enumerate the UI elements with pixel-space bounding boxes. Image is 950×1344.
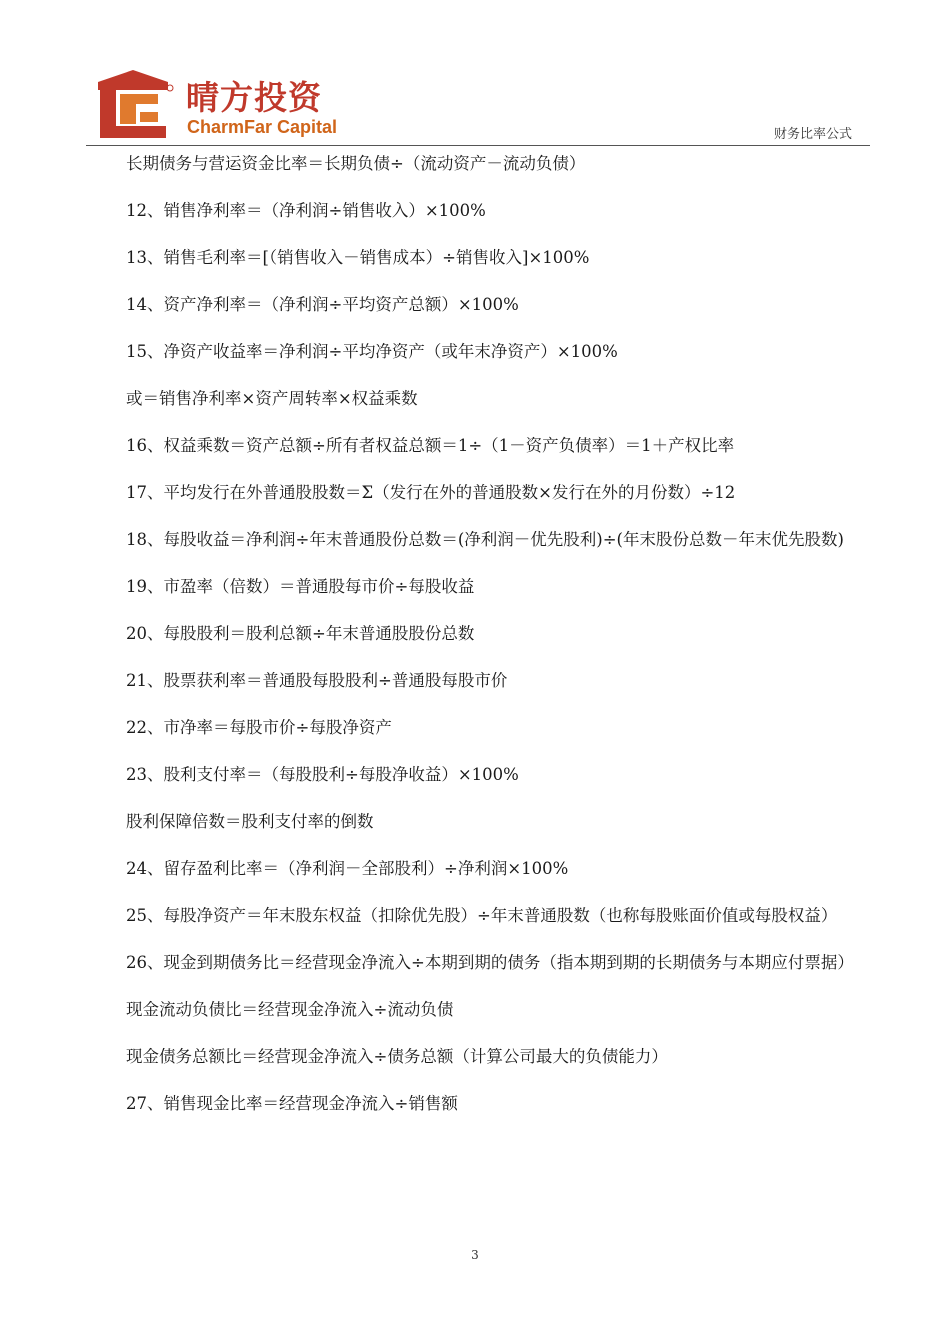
page-header (86, 62, 870, 146)
formula-paragraph: 长期债务与营运资金比率＝长期负债÷（流动资产－流动负债） (126, 154, 586, 173)
formula-paragraph: 或＝销售净利率×资产周转率×权益乘数 (126, 389, 418, 408)
formula-paragraph: 12、销售净利率＝（净利润÷销售收入）×100% (126, 201, 486, 220)
brand-name-cn: 晴方投资 (186, 78, 322, 117)
formula-paragraph: 19、市盈率（倍数）＝普通股每市价÷每股收益 (126, 577, 475, 596)
formula-paragraph: 23、股利支付率＝（每股股利÷每股净收益）×100% (126, 765, 519, 784)
formula-list (86, 152, 870, 1139)
formula-paragraph: 25、每股净资产＝年末股东权益（扣除优先股）÷年末普通股数（也称每股账面价值或每股权益） (126, 906, 838, 925)
formula-paragraph: 17、平均发行在外普通股股数＝Σ（发行在外的普通股数×发行在外的月份数）÷12 (126, 483, 736, 502)
formula-paragraph: 15、净资产收益率＝净利润÷平均净资产（或年末净资产）×100% (126, 342, 618, 361)
document-title: 财务比率公式 (773, 127, 852, 142)
formula-paragraph: 13、销售毛利率＝[（销售收入－销售成本）÷销售收入]×100% (126, 248, 590, 267)
formula-paragraph: 现金债务总额比＝经营现金净流入÷债务总额（计算公司最大的负债能力） (126, 1047, 668, 1066)
formula-paragraph: 16、权益乘数＝资产总额÷所有者权益总额＝1÷（1－资产负债率）＝1＋产权比率 (126, 436, 735, 455)
formula-paragraph: 24、留存盈利比率＝（净利润－全部股利）÷净利润×100% (126, 859, 569, 878)
formula-paragraph: 26、现金到期债务比＝经营现金净流入÷本期到期的债务（指本期到期的长期债务与本期应付票据） (126, 953, 854, 972)
formula-paragraph: 22、市净率＝每股市价÷每股净资产 (126, 718, 392, 737)
brand-name-en: CharmFar Capital (187, 117, 338, 137)
header-divider (86, 145, 870, 146)
formula-paragraph: 21、股票获利率＝普通股每股股利÷普通股每股市价 (126, 671, 508, 690)
formula-paragraph: 18、每股收益＝净利润÷年末普通股份总数＝(净利润－优先股利)÷(年末股份总数－年末优先股数) (126, 530, 844, 549)
formula-paragraph: 现金流动负债比＝经营现金净流入÷流动负债 (126, 1000, 454, 1019)
formula-paragraph: 14、资产净利率＝（净利润÷平均资产总额）×100% (126, 295, 519, 314)
formula-paragraph: 股利保障倍数＝股利支付率的倒数 (126, 812, 374, 831)
charmfar-logo-icon (92, 68, 174, 144)
formula-paragraph: 27、销售现金比率＝经营现金净流入÷销售额 (126, 1094, 458, 1113)
page-number: 3 (471, 1248, 479, 1262)
formula-paragraph: 20、每股股利＝股利总额÷年末普通股股份总数 (126, 624, 475, 643)
